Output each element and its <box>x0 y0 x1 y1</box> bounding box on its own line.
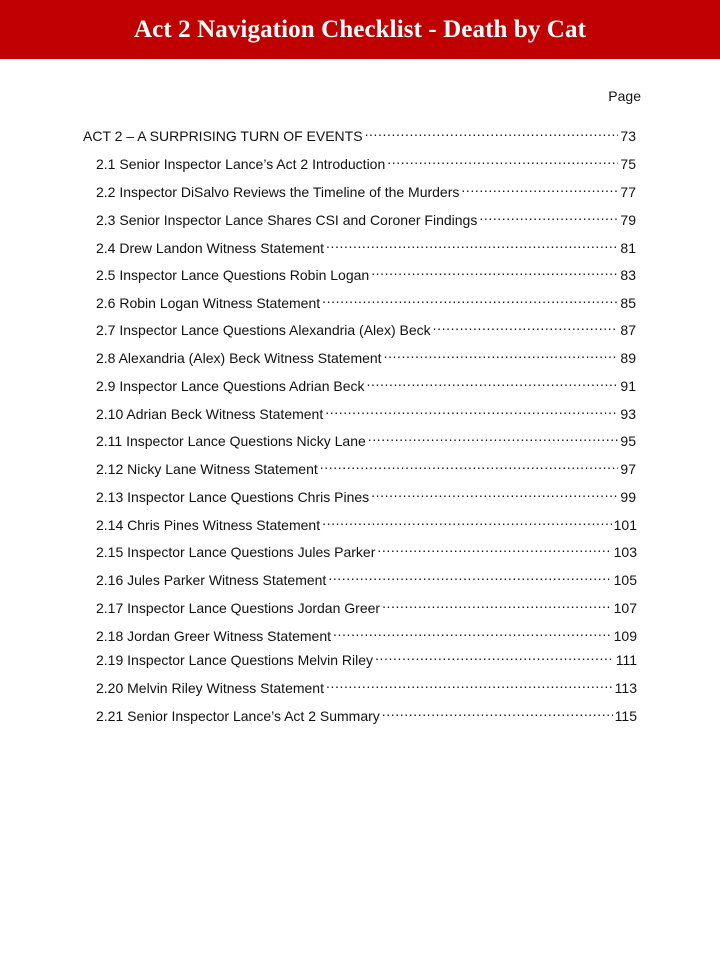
toc-entry-title: 2.21 Senior Inspector Lance’s Act 2 Summary <box>96 708 380 724</box>
toc-entry[interactable] <box>96 673 637 696</box>
toc-entry-title: 2.11 Inspector Lance Questions Nicky Lane <box>96 433 366 449</box>
toc-entry-title: 2.5 Inspector Lance Questions Robin Logan <box>96 267 370 283</box>
toc-entry[interactable] <box>96 315 636 338</box>
toc-entry-page-number: 95 <box>620 433 636 449</box>
dot-leader <box>382 701 613 721</box>
toc-entry-page-number: 85 <box>620 295 636 311</box>
toc-entry-page-number: 101 <box>613 517 637 533</box>
toc-entry-title: 2.16 Jules Parker Witness Statement <box>96 572 327 588</box>
dot-leader <box>375 645 614 665</box>
page-column-label: Page <box>608 88 641 104</box>
toc-entry[interactable] <box>96 205 636 228</box>
toc-entry-page-number: 99 <box>620 489 636 505</box>
toc-entry-title: 2.4 Drew Landon Witness Statement <box>96 240 325 256</box>
toc-entry-page-number: 107 <box>613 600 637 616</box>
toc-entry[interactable] <box>96 177 636 200</box>
dot-leader <box>371 482 618 502</box>
toc-entry-title: 2.18 Jordan Greer Witness Statement <box>96 628 331 644</box>
toc-entry-page-number: 77 <box>620 184 636 200</box>
dot-leader <box>326 233 618 253</box>
toc-entry[interactable] <box>96 233 636 256</box>
dot-leader <box>322 510 612 530</box>
toc-entry[interactable] <box>96 426 636 449</box>
dot-leader <box>384 343 619 363</box>
toc-entry[interactable] <box>96 701 637 724</box>
dot-leader <box>328 565 611 585</box>
toc-entry-title: 2.6 Robin Logan Witness Statement <box>96 295 321 311</box>
toc-entry-page-number: 73 <box>620 128 636 144</box>
dot-leader <box>365 121 619 141</box>
toc-entry-page-number: 97 <box>620 461 636 477</box>
toc-entry-title: 2.19 Inspector Lance Questions Melvin Riley <box>96 652 374 668</box>
toc-entry[interactable] <box>96 260 636 283</box>
toc-entry-page-number: 83 <box>620 267 636 283</box>
toc-entry-page-number: 75 <box>620 156 636 172</box>
toc-entry-page-number: 81 <box>620 240 636 256</box>
toc-entry-page-number: 91 <box>620 378 636 394</box>
toc-entry-title: 2.17 Inspector Lance Questions Jordan Greer <box>96 600 381 616</box>
toc-entry[interactable] <box>96 482 636 505</box>
toc-entry[interactable] <box>96 645 637 668</box>
dot-leader <box>479 205 618 225</box>
toc-entry-page-number: 109 <box>613 628 637 644</box>
toc-entry-title: 2.2 Inspector DiSalvo Reviews the Timeline of the Murders <box>96 184 460 200</box>
dot-leader <box>320 454 619 474</box>
toc-entry-page-number: 103 <box>613 544 637 560</box>
toc-entry[interactable] <box>96 621 637 644</box>
page-title: Act 2 Navigation Checklist - Death by Cat <box>134 15 586 43</box>
toc-entry-title: 2.9 Inspector Lance Questions Adrian Beck <box>96 378 365 394</box>
toc-entry[interactable] <box>96 593 637 616</box>
toc-entry-title: 2.12 Nicky Lane Witness Statement <box>96 461 318 477</box>
toc-entry-title: 2.3 Senior Inspector Lance Shares CSI and Coroner Findings <box>96 212 478 228</box>
dot-leader <box>367 371 619 391</box>
toc-entry-page-number: 113 <box>614 680 637 696</box>
toc-entry[interactable] <box>96 565 637 588</box>
toc-entry-page-number: 105 <box>613 572 637 588</box>
dot-leader <box>325 399 618 419</box>
toc-entry-title: 2.10 Adrian Beck Witness Statement <box>96 406 324 422</box>
toc-entry-page-number: 111 <box>615 652 637 668</box>
toc-entry[interactable] <box>96 454 636 477</box>
toc-heading-entry[interactable] <box>83 121 636 144</box>
dot-leader <box>461 177 618 197</box>
dot-leader <box>382 593 612 613</box>
dot-leader <box>368 426 619 446</box>
dot-leader <box>333 621 612 641</box>
toc-entry-title: ACT 2 – A SURPRISING TURN OF EVENTS <box>83 128 363 144</box>
toc-entry-page-number: 93 <box>620 406 636 422</box>
toc-entry-page-number: 115 <box>614 708 637 724</box>
dot-leader <box>326 673 613 693</box>
toc-entry-page-number: 89 <box>620 350 636 366</box>
toc-entry-page-number: 79 <box>620 212 636 228</box>
toc-entry[interactable] <box>96 371 636 394</box>
toc-entry-title: 2.8 Alexandria (Alex) Beck Witness Statement <box>96 350 382 366</box>
toc-entry-title: 2.7 Inspector Lance Questions Alexandria (Alex) Beck <box>96 322 431 338</box>
dot-leader <box>433 315 619 335</box>
toc-entry-title: 2.20 Melvin Riley Witness Statement <box>96 680 324 696</box>
dot-leader <box>322 288 618 308</box>
title-banner <box>0 0 720 59</box>
toc-entry[interactable] <box>96 510 637 533</box>
toc-entry[interactable] <box>96 343 636 366</box>
toc-entry[interactable] <box>96 537 637 560</box>
toc-entry-title: 2.1 Senior Inspector Lance’s Act 2 Introduction <box>96 156 386 172</box>
toc-entry-page-number: 87 <box>620 322 636 338</box>
dot-leader <box>387 149 618 169</box>
toc-entry-title: 2.14 Chris Pines Witness Statement <box>96 517 321 533</box>
toc-entry[interactable] <box>96 288 636 311</box>
dot-leader <box>371 260 618 280</box>
toc-entry-title: 2.15 Inspector Lance Questions Jules Parker <box>96 544 376 560</box>
dot-leader <box>377 537 611 557</box>
toc-entry-title: 2.13 Inspector Lance Questions Chris Pines <box>96 489 370 505</box>
toc-entry[interactable] <box>96 399 636 422</box>
toc-entry[interactable] <box>96 149 636 172</box>
